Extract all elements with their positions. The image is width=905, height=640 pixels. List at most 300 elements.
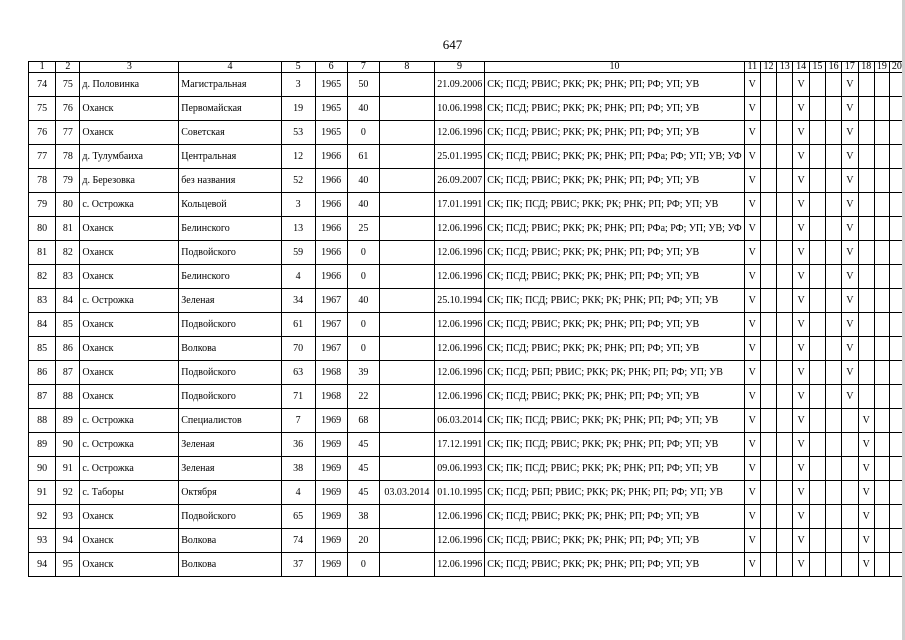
table-row bbox=[29, 313, 905, 337]
table-row bbox=[29, 505, 905, 529]
date-cell: 12.06.1996 bbox=[434, 265, 485, 289]
row-number-cell: 78 bbox=[29, 169, 56, 193]
column-number-header: 18 bbox=[858, 62, 874, 73]
row-number-cell: 76 bbox=[29, 121, 56, 145]
mark-cell-18 bbox=[858, 361, 874, 385]
date-extra-cell bbox=[380, 217, 435, 241]
table-row bbox=[29, 265, 905, 289]
codes-cell: СК; ПСД; РВИС; РКК; РК; РНК; РП; РФ; УП; УВ bbox=[485, 553, 744, 577]
codes-cell: СК; ПК; ПСД; РВИС; РКК; РК; РНК; РП; РФ; УП; УВ bbox=[485, 193, 744, 217]
date-extra-cell bbox=[380, 289, 435, 313]
mark-cell-14: V bbox=[793, 145, 809, 169]
mark-cell-12 bbox=[760, 313, 776, 337]
date-cell: 12.06.1996 bbox=[434, 361, 485, 385]
mark-cell-11: V bbox=[744, 313, 760, 337]
record-number-cell: 78 bbox=[56, 145, 80, 169]
column-number-header: 4 bbox=[179, 62, 281, 73]
value-cell: 25 bbox=[347, 217, 379, 241]
table-row bbox=[29, 553, 905, 577]
settlement-cell: Оханск bbox=[80, 121, 179, 145]
mark-cell-11: V bbox=[744, 505, 760, 529]
date-extra-cell bbox=[380, 553, 435, 577]
year-cell: 1966 bbox=[315, 265, 347, 289]
mark-cell-19 bbox=[874, 289, 889, 313]
mark-cell-19 bbox=[874, 217, 889, 241]
mark-cell-12 bbox=[760, 553, 776, 577]
mark-cell-13 bbox=[777, 505, 793, 529]
value-cell: 38 bbox=[347, 505, 379, 529]
codes-cell: СК; ПК; ПСД; РВИС; РКК; РК; РНК; РП; РФ; УП; УВ bbox=[485, 409, 744, 433]
value-cell: 50 bbox=[347, 73, 379, 97]
year-cell: 1968 bbox=[315, 385, 347, 409]
mark-cell-19 bbox=[874, 409, 889, 433]
mark-cell-19 bbox=[874, 193, 889, 217]
street-cell: Центральная bbox=[179, 145, 281, 169]
mark-cell-16 bbox=[825, 145, 841, 169]
year-cell: 1966 bbox=[315, 169, 347, 193]
date-cell: 09.06.1993 bbox=[434, 457, 485, 481]
mark-cell-12 bbox=[760, 265, 776, 289]
record-number-cell: 93 bbox=[56, 505, 80, 529]
settlement-cell: д. Половинка bbox=[80, 73, 179, 97]
mark-cell-19 bbox=[874, 121, 889, 145]
settlement-cell: Оханск bbox=[80, 265, 179, 289]
settlement-cell: Оханск bbox=[80, 217, 179, 241]
record-number-cell: 75 bbox=[56, 73, 80, 97]
year-cell: 1969 bbox=[315, 529, 347, 553]
street-cell: Октября bbox=[179, 481, 281, 505]
date-cell: 12.06.1996 bbox=[434, 553, 485, 577]
mark-cell-14: V bbox=[793, 313, 809, 337]
date-cell: 01.10.1995 bbox=[434, 481, 485, 505]
house-number-cell: 7 bbox=[281, 409, 315, 433]
mark-cell-18 bbox=[858, 265, 874, 289]
settlement-cell: Оханск bbox=[80, 505, 179, 529]
mark-cell-15 bbox=[809, 97, 825, 121]
codes-cell: СК; ПСД; РВИС; РКК; РК; РНК; РП; РФ; УП; УВ bbox=[485, 505, 744, 529]
date-extra-cell bbox=[380, 385, 435, 409]
mark-cell-15 bbox=[809, 529, 825, 553]
table-row bbox=[29, 145, 905, 169]
street-cell: без названия bbox=[179, 169, 281, 193]
mark-cell-13 bbox=[777, 121, 793, 145]
codes-cell: СК; ПСД; РВИС; РКК; РК; РНК; РП; РФ; УП; УВ bbox=[485, 241, 744, 265]
mark-cell-19 bbox=[874, 361, 889, 385]
date-cell: 06.03.2014 bbox=[434, 409, 485, 433]
mark-cell-12 bbox=[760, 529, 776, 553]
mark-cell-13 bbox=[777, 265, 793, 289]
row-number-cell: 91 bbox=[29, 481, 56, 505]
mark-cell-13 bbox=[777, 193, 793, 217]
date-extra-cell bbox=[380, 121, 435, 145]
house-number-cell: 34 bbox=[281, 289, 315, 313]
mark-cell-16 bbox=[825, 265, 841, 289]
mark-cell-12 bbox=[760, 481, 776, 505]
mark-cell-11: V bbox=[744, 217, 760, 241]
mark-cell-13 bbox=[777, 289, 793, 313]
record-number-cell: 76 bbox=[56, 97, 80, 121]
date-extra-cell bbox=[380, 193, 435, 217]
row-number-cell: 82 bbox=[29, 265, 56, 289]
house-number-cell: 59 bbox=[281, 241, 315, 265]
mark-cell-19 bbox=[874, 337, 889, 361]
date-cell: 21.09.2006 bbox=[434, 73, 485, 97]
mark-cell-18 bbox=[858, 241, 874, 265]
row-number-cell: 87 bbox=[29, 385, 56, 409]
mark-cell-11: V bbox=[744, 457, 760, 481]
mark-cell-16 bbox=[825, 385, 841, 409]
mark-cell-15 bbox=[809, 553, 825, 577]
mark-cell-17: V bbox=[842, 241, 858, 265]
date-cell: 25.10.1994 bbox=[434, 289, 485, 313]
settlement-cell: д. Березовка bbox=[80, 169, 179, 193]
mark-cell-17: V bbox=[842, 289, 858, 313]
mark-cell-14: V bbox=[793, 97, 809, 121]
mark-cell-15 bbox=[809, 265, 825, 289]
mark-cell-16 bbox=[825, 457, 841, 481]
mark-cell-17: V bbox=[842, 169, 858, 193]
street-cell: Подвойского bbox=[179, 385, 281, 409]
mark-cell-14: V bbox=[793, 217, 809, 241]
mark-cell-19 bbox=[874, 385, 889, 409]
mark-cell-19 bbox=[874, 145, 889, 169]
mark-cell-17: V bbox=[842, 385, 858, 409]
mark-cell-16 bbox=[825, 289, 841, 313]
codes-cell: СК; ПСД; РБП; РВИС; РКК; РК; РНК; РП; РФ; УП; УВ bbox=[485, 361, 744, 385]
column-number-header: 17 bbox=[842, 62, 858, 73]
mark-cell-14: V bbox=[793, 481, 809, 505]
codes-cell: СК; ПСД; РВИС; РКК; РК; РНК; РП; РФ; УП; УВ bbox=[485, 313, 744, 337]
codes-cell: СК; ПСД; РВИС; РКК; РК; РНК; РП; РФ; УП; УВ bbox=[485, 529, 744, 553]
mark-cell-19 bbox=[874, 73, 889, 97]
mark-cell-14: V bbox=[793, 529, 809, 553]
mark-cell-17 bbox=[842, 529, 858, 553]
column-number-header: 20 bbox=[889, 62, 904, 73]
value-cell: 40 bbox=[347, 193, 379, 217]
date-cell: 25.01.1995 bbox=[434, 145, 485, 169]
mark-cell-13 bbox=[777, 409, 793, 433]
date-cell: 12.06.1996 bbox=[434, 241, 485, 265]
mark-cell-16 bbox=[825, 433, 841, 457]
mark-cell-12 bbox=[760, 241, 776, 265]
mark-cell-16 bbox=[825, 361, 841, 385]
house-number-cell: 3 bbox=[281, 73, 315, 97]
mark-cell-15 bbox=[809, 313, 825, 337]
mark-cell-18: V bbox=[858, 409, 874, 433]
settlement-cell: Оханск bbox=[80, 337, 179, 361]
date-extra-cell bbox=[380, 265, 435, 289]
value-cell: 40 bbox=[347, 97, 379, 121]
mark-cell-15 bbox=[809, 241, 825, 265]
settlement-cell: с. Острожка bbox=[80, 289, 179, 313]
column-number-header: 16 bbox=[825, 62, 841, 73]
mark-cell-14: V bbox=[793, 361, 809, 385]
row-number-cell: 81 bbox=[29, 241, 56, 265]
settlement-cell: с. Острожка bbox=[80, 409, 179, 433]
house-number-cell: 3 bbox=[281, 193, 315, 217]
mark-cell-13 bbox=[777, 169, 793, 193]
house-number-cell: 38 bbox=[281, 457, 315, 481]
column-number-header: 19 bbox=[874, 62, 889, 73]
mark-cell-18 bbox=[858, 337, 874, 361]
column-number-header: 12 bbox=[760, 62, 776, 73]
column-number-header: 15 bbox=[809, 62, 825, 73]
column-number-header: 7 bbox=[347, 62, 379, 73]
codes-cell: СК; ПСД; РВИС; РКК; РК; РНК; РП; РФ; УП; УВ bbox=[485, 121, 744, 145]
mark-cell-13 bbox=[777, 529, 793, 553]
year-cell: 1965 bbox=[315, 121, 347, 145]
date-extra-cell bbox=[380, 337, 435, 361]
mark-cell-18 bbox=[858, 217, 874, 241]
mark-cell-13 bbox=[777, 241, 793, 265]
settlement-cell: Оханск bbox=[80, 529, 179, 553]
mark-cell-12 bbox=[760, 169, 776, 193]
mark-cell-11: V bbox=[744, 97, 760, 121]
mark-cell-18 bbox=[858, 73, 874, 97]
year-cell: 1969 bbox=[315, 433, 347, 457]
mark-cell-19 bbox=[874, 169, 889, 193]
mark-cell-12 bbox=[760, 505, 776, 529]
street-cell: Зеленая bbox=[179, 457, 281, 481]
date-extra-cell bbox=[380, 361, 435, 385]
value-cell: 40 bbox=[347, 169, 379, 193]
mark-cell-11: V bbox=[744, 73, 760, 97]
mark-cell-11: V bbox=[744, 553, 760, 577]
codes-cell: СК; ПСД; РБП; РВИС; РКК; РК; РНК; РП; РФ; УП; УВ bbox=[485, 481, 744, 505]
mark-cell-19 bbox=[874, 313, 889, 337]
mark-cell-16 bbox=[825, 553, 841, 577]
mark-cell-18 bbox=[858, 385, 874, 409]
mark-cell-16 bbox=[825, 529, 841, 553]
settlement-cell: с. Острожка bbox=[80, 433, 179, 457]
year-cell: 1965 bbox=[315, 73, 347, 97]
mark-cell-19 bbox=[874, 265, 889, 289]
mark-cell-17 bbox=[842, 457, 858, 481]
mark-cell-18: V bbox=[858, 481, 874, 505]
value-cell: 20 bbox=[347, 529, 379, 553]
column-number-header: 3 bbox=[80, 62, 179, 73]
mark-cell-17 bbox=[842, 553, 858, 577]
mark-cell-19 bbox=[874, 553, 889, 577]
column-number-header: 6 bbox=[315, 62, 347, 73]
mark-cell-18 bbox=[858, 169, 874, 193]
street-cell: Волкова bbox=[179, 529, 281, 553]
mark-cell-17 bbox=[842, 505, 858, 529]
year-cell: 1966 bbox=[315, 193, 347, 217]
year-cell: 1965 bbox=[315, 97, 347, 121]
house-number-cell: 53 bbox=[281, 121, 315, 145]
mark-cell-15 bbox=[809, 121, 825, 145]
value-cell: 68 bbox=[347, 409, 379, 433]
mark-cell-19 bbox=[874, 97, 889, 121]
mark-cell-16 bbox=[825, 481, 841, 505]
year-cell: 1969 bbox=[315, 481, 347, 505]
table-row bbox=[29, 409, 905, 433]
house-number-cell: 65 bbox=[281, 505, 315, 529]
mark-cell-17: V bbox=[842, 121, 858, 145]
mark-cell-14: V bbox=[793, 73, 809, 97]
street-cell: Зеленая bbox=[179, 433, 281, 457]
record-number-cell: 84 bbox=[56, 289, 80, 313]
settlement-cell: д. Тулумбаиха bbox=[80, 145, 179, 169]
mark-cell-17 bbox=[842, 409, 858, 433]
mark-cell-14: V bbox=[793, 457, 809, 481]
mark-cell-11: V bbox=[744, 145, 760, 169]
row-number-cell: 93 bbox=[29, 529, 56, 553]
column-number-header: 2 bbox=[56, 62, 80, 73]
mark-cell-11: V bbox=[744, 433, 760, 457]
mark-cell-19 bbox=[874, 505, 889, 529]
column-number-row bbox=[29, 62, 905, 73]
mark-cell-15 bbox=[809, 73, 825, 97]
mark-cell-15 bbox=[809, 337, 825, 361]
mark-cell-18: V bbox=[858, 457, 874, 481]
date-cell: 12.06.1996 bbox=[434, 121, 485, 145]
mark-cell-15 bbox=[809, 361, 825, 385]
value-cell: 45 bbox=[347, 433, 379, 457]
mark-cell-16 bbox=[825, 97, 841, 121]
row-number-cell: 77 bbox=[29, 145, 56, 169]
year-cell: 1969 bbox=[315, 505, 347, 529]
date-extra-cell bbox=[380, 313, 435, 337]
table-row bbox=[29, 217, 905, 241]
mark-cell-16 bbox=[825, 241, 841, 265]
date-extra-cell bbox=[380, 73, 435, 97]
year-cell: 1969 bbox=[315, 409, 347, 433]
year-cell: 1966 bbox=[315, 145, 347, 169]
date-cell: 17.01.1991 bbox=[434, 193, 485, 217]
record-number-cell: 85 bbox=[56, 313, 80, 337]
date-extra-cell bbox=[380, 145, 435, 169]
date-extra-cell bbox=[380, 97, 435, 121]
date-cell: 12.06.1996 bbox=[434, 529, 485, 553]
mark-cell-15 bbox=[809, 457, 825, 481]
mark-cell-19 bbox=[874, 457, 889, 481]
codes-cell: СК; ПСД; РВИС; РКК; РК; РНК; РП; РФ; УП; УВ bbox=[485, 385, 744, 409]
mark-cell-13 bbox=[777, 97, 793, 121]
column-number-header: 8 bbox=[380, 62, 435, 73]
mark-cell-13 bbox=[777, 385, 793, 409]
value-cell: 0 bbox=[347, 337, 379, 361]
mark-cell-18 bbox=[858, 193, 874, 217]
year-cell: 1967 bbox=[315, 337, 347, 361]
mark-cell-17: V bbox=[842, 97, 858, 121]
table-row bbox=[29, 241, 905, 265]
mark-cell-16 bbox=[825, 193, 841, 217]
street-cell: Первомайская bbox=[179, 97, 281, 121]
value-cell: 0 bbox=[347, 241, 379, 265]
row-number-cell: 74 bbox=[29, 73, 56, 97]
mark-cell-19 bbox=[874, 241, 889, 265]
codes-cell: СК; ПСД; РВИС; РКК; РК; РНК; РП; РФа; РФ; УП; УВ; УФ bbox=[485, 217, 744, 241]
mark-cell-17: V bbox=[842, 337, 858, 361]
street-cell: Белинского bbox=[179, 217, 281, 241]
house-number-cell: 36 bbox=[281, 433, 315, 457]
mark-cell-11: V bbox=[744, 241, 760, 265]
value-cell: 45 bbox=[347, 457, 379, 481]
mark-cell-12 bbox=[760, 217, 776, 241]
mark-cell-18 bbox=[858, 289, 874, 313]
table-row bbox=[29, 193, 905, 217]
mark-cell-18 bbox=[858, 121, 874, 145]
value-cell: 0 bbox=[347, 313, 379, 337]
mark-cell-15 bbox=[809, 481, 825, 505]
mark-cell-14: V bbox=[793, 409, 809, 433]
settlement-cell: с. Острожка bbox=[80, 193, 179, 217]
table-row bbox=[29, 529, 905, 553]
mark-cell-13 bbox=[777, 337, 793, 361]
mark-cell-17: V bbox=[842, 313, 858, 337]
mark-cell-16 bbox=[825, 409, 841, 433]
row-number-cell: 84 bbox=[29, 313, 56, 337]
date-cell: 12.06.1996 bbox=[434, 313, 485, 337]
mark-cell-12 bbox=[760, 145, 776, 169]
record-number-cell: 77 bbox=[56, 121, 80, 145]
column-number-header: 14 bbox=[793, 62, 809, 73]
record-number-cell: 94 bbox=[56, 529, 80, 553]
mark-cell-17: V bbox=[842, 217, 858, 241]
street-cell: Магистральная bbox=[179, 73, 281, 97]
row-number-cell: 88 bbox=[29, 409, 56, 433]
house-number-cell: 37 bbox=[281, 553, 315, 577]
house-number-cell: 4 bbox=[281, 481, 315, 505]
street-cell: Подвойского bbox=[179, 241, 281, 265]
codes-cell: СК; ПК; ПСД; РВИС; РКК; РК; РНК; РП; РФ; УП; УВ bbox=[485, 433, 744, 457]
mark-cell-15 bbox=[809, 169, 825, 193]
mark-cell-13 bbox=[777, 145, 793, 169]
mark-cell-18: V bbox=[858, 529, 874, 553]
page-number: 647 bbox=[442, 37, 463, 52]
codes-cell: СК; ПСД; РВИС; РКК; РК; РНК; РП; РФ; УП; УВ bbox=[485, 337, 744, 361]
mark-cell-12 bbox=[760, 433, 776, 457]
mark-cell-14: V bbox=[793, 505, 809, 529]
row-number-cell: 83 bbox=[29, 289, 56, 313]
mark-cell-14: V bbox=[793, 553, 809, 577]
table-row bbox=[29, 289, 905, 313]
date-cell: 12.06.1996 bbox=[434, 337, 485, 361]
column-number-header: 10 bbox=[485, 62, 744, 73]
house-number-cell: 52 bbox=[281, 169, 315, 193]
date-cell: 12.06.1996 bbox=[434, 217, 485, 241]
date-cell: 10.06.1998 bbox=[434, 97, 485, 121]
table-row bbox=[29, 457, 905, 481]
value-cell: 45 bbox=[347, 481, 379, 505]
mark-cell-13 bbox=[777, 313, 793, 337]
table-row bbox=[29, 97, 905, 121]
mark-cell-13 bbox=[777, 217, 793, 241]
mark-cell-17 bbox=[842, 481, 858, 505]
mark-cell-16 bbox=[825, 337, 841, 361]
mark-cell-14: V bbox=[793, 385, 809, 409]
table-row bbox=[29, 385, 905, 409]
mark-cell-15 bbox=[809, 385, 825, 409]
record-number-cell: 86 bbox=[56, 337, 80, 361]
date-cell: 17.12.1991 bbox=[434, 433, 485, 457]
codes-cell: СК; ПСД; РВИС; РКК; РК; РНК; РП; РФ; УП; УВ bbox=[485, 265, 744, 289]
mark-cell-14: V bbox=[793, 169, 809, 193]
year-cell: 1966 bbox=[315, 241, 347, 265]
street-cell: Волкова bbox=[179, 553, 281, 577]
mark-cell-11: V bbox=[744, 385, 760, 409]
mark-cell-12 bbox=[760, 289, 776, 313]
mark-cell-15 bbox=[809, 505, 825, 529]
date-extra-cell bbox=[380, 241, 435, 265]
column-number-header: 5 bbox=[281, 62, 315, 73]
mark-cell-14: V bbox=[793, 241, 809, 265]
record-number-cell: 80 bbox=[56, 193, 80, 217]
table-row bbox=[29, 337, 905, 361]
mark-cell-18: V bbox=[858, 505, 874, 529]
